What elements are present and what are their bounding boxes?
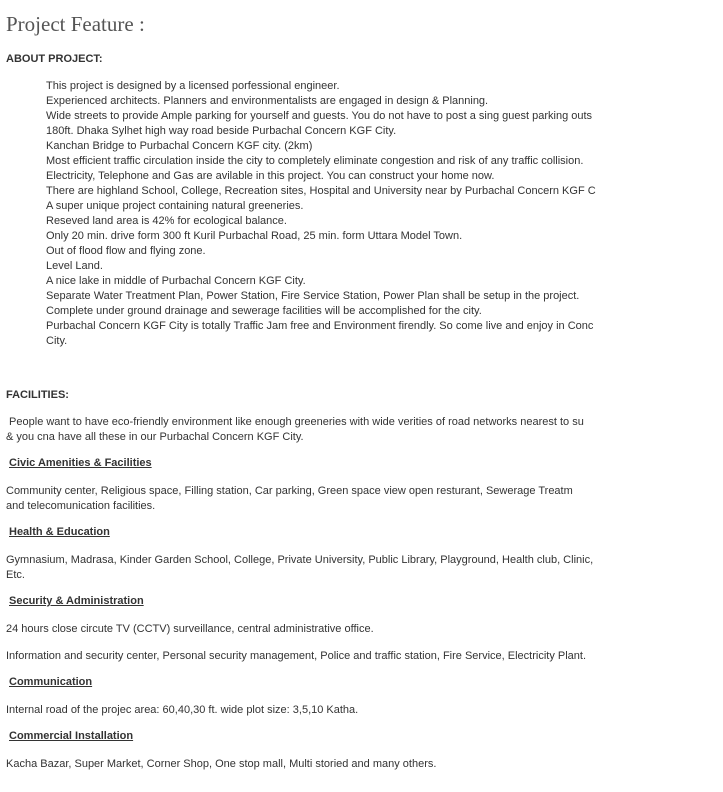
list-item: Experienced architects. Planners and environmentalists are engaged in design & Planning.	[46, 94, 656, 109]
civic-amenities-line: and telecomunication facilities.	[6, 500, 156, 512]
list-item: This project is designed by a licensed porfessional engineer.	[46, 79, 656, 94]
communication-heading: Communication	[9, 676, 93, 688]
facilities-intro-line: & you cna have all these in our Purbachal Concern KGF City.	[6, 431, 304, 443]
list-item: Out of flood flow and flying zone.	[46, 244, 656, 259]
list-item: Level Land.	[46, 259, 656, 274]
security-text-1: 24 hours close circute TV (CCTV) surveillance, central administrative office.	[6, 623, 374, 635]
list-item: Reseved land area is 42% for ecological balance.	[46, 214, 656, 229]
health-education-heading: Health & Education	[9, 526, 110, 538]
communication-text: Internal road of the projec area: 60,40,30 ft. wide plot size: 3,5,10 Katha.	[6, 704, 359, 716]
facilities-intro	[6, 415, 656, 445]
health-education-text	[6, 553, 656, 583]
about-project-list	[6, 79, 656, 349]
list-item: Most efficient traffic circulation inside the city to completely eliminate congestion and risk of any traffic collision.	[46, 154, 656, 169]
list-item: A super unique project containing natural greeneries.	[46, 199, 656, 214]
facilities-intro-line: People want to have eco-friendly environment like enough greeneries with wide verities of road networks nearest to su	[6, 416, 584, 428]
commercial-installation-text: Kacha Bazar, Super Market, Corner Shop, One stop mall, Multi storied and many others.	[6, 758, 437, 770]
list-item: A nice lake in middle of Purbachal Concern KGF City.	[46, 274, 656, 289]
civic-amenities-heading: Civic Amenities & Facilities	[9, 457, 152, 469]
list-item: Wide streets to provide Ample parking for yourself and guests. You do not have to post a sing guest parking outs	[46, 109, 656, 124]
list-item-line: Purbachal Concern KGF City is totally Traffic Jam free and Environment firendly. So come live and enjoy in Conc	[46, 320, 594, 332]
security-administration-heading: Security & Administration	[9, 595, 144, 607]
page-title: Project Feature :	[6, 12, 145, 36]
list-item: Separate Water Treatment Plan, Power Station, Fire Service Station, Power Plan shall be setup in the project.	[46, 289, 656, 304]
list-item: Complete under ground drainage and sewerage facilities will be accomplished for the city.	[46, 304, 656, 319]
list-item: 180ft. Dhaka Sylhet high way road beside Purbachal Concern KGF City.	[46, 124, 656, 139]
health-education-line: Gymnasium, Madrasa, Kinder Garden School, College, Private University, Public Library, Playground, Health club, Clinic,	[6, 554, 594, 566]
civic-amenities-text	[6, 484, 656, 514]
list-item	[46, 319, 656, 349]
list-item: Kanchan Bridge to Purbachal Concern KGF city. (2km)	[46, 139, 656, 154]
list-item: Electricity, Telephone and Gas are avilable in this project. You can construct your home now.	[46, 169, 656, 184]
commercial-installation-heading: Commercial Installation	[9, 730, 134, 742]
security-text-2: Information and security center, Personal security management, Police and traffic station, Fire Service, Electricity Plant.	[6, 650, 587, 662]
content-area	[6, 0, 656, 792]
civic-amenities-line: Community center, Religious space, Filling station, Car parking, Green space view open resturant, Sewerage Treatm	[6, 485, 573, 497]
facilities-heading: FACILITIES:	[6, 389, 69, 401]
about-project-heading: ABOUT PROJECT:	[6, 53, 103, 65]
health-education-line: Etc.	[6, 569, 25, 581]
list-item-line: City.	[46, 335, 68, 347]
list-item: There are highland School, College, Recreation sites, Hospital and University near by Purbachal Concern KGF C	[46, 184, 656, 199]
list-item: Only 20 min. drive form 300 ft Kuril Purbachal Road, 25 min. form Uttara Model Town.	[46, 229, 656, 244]
